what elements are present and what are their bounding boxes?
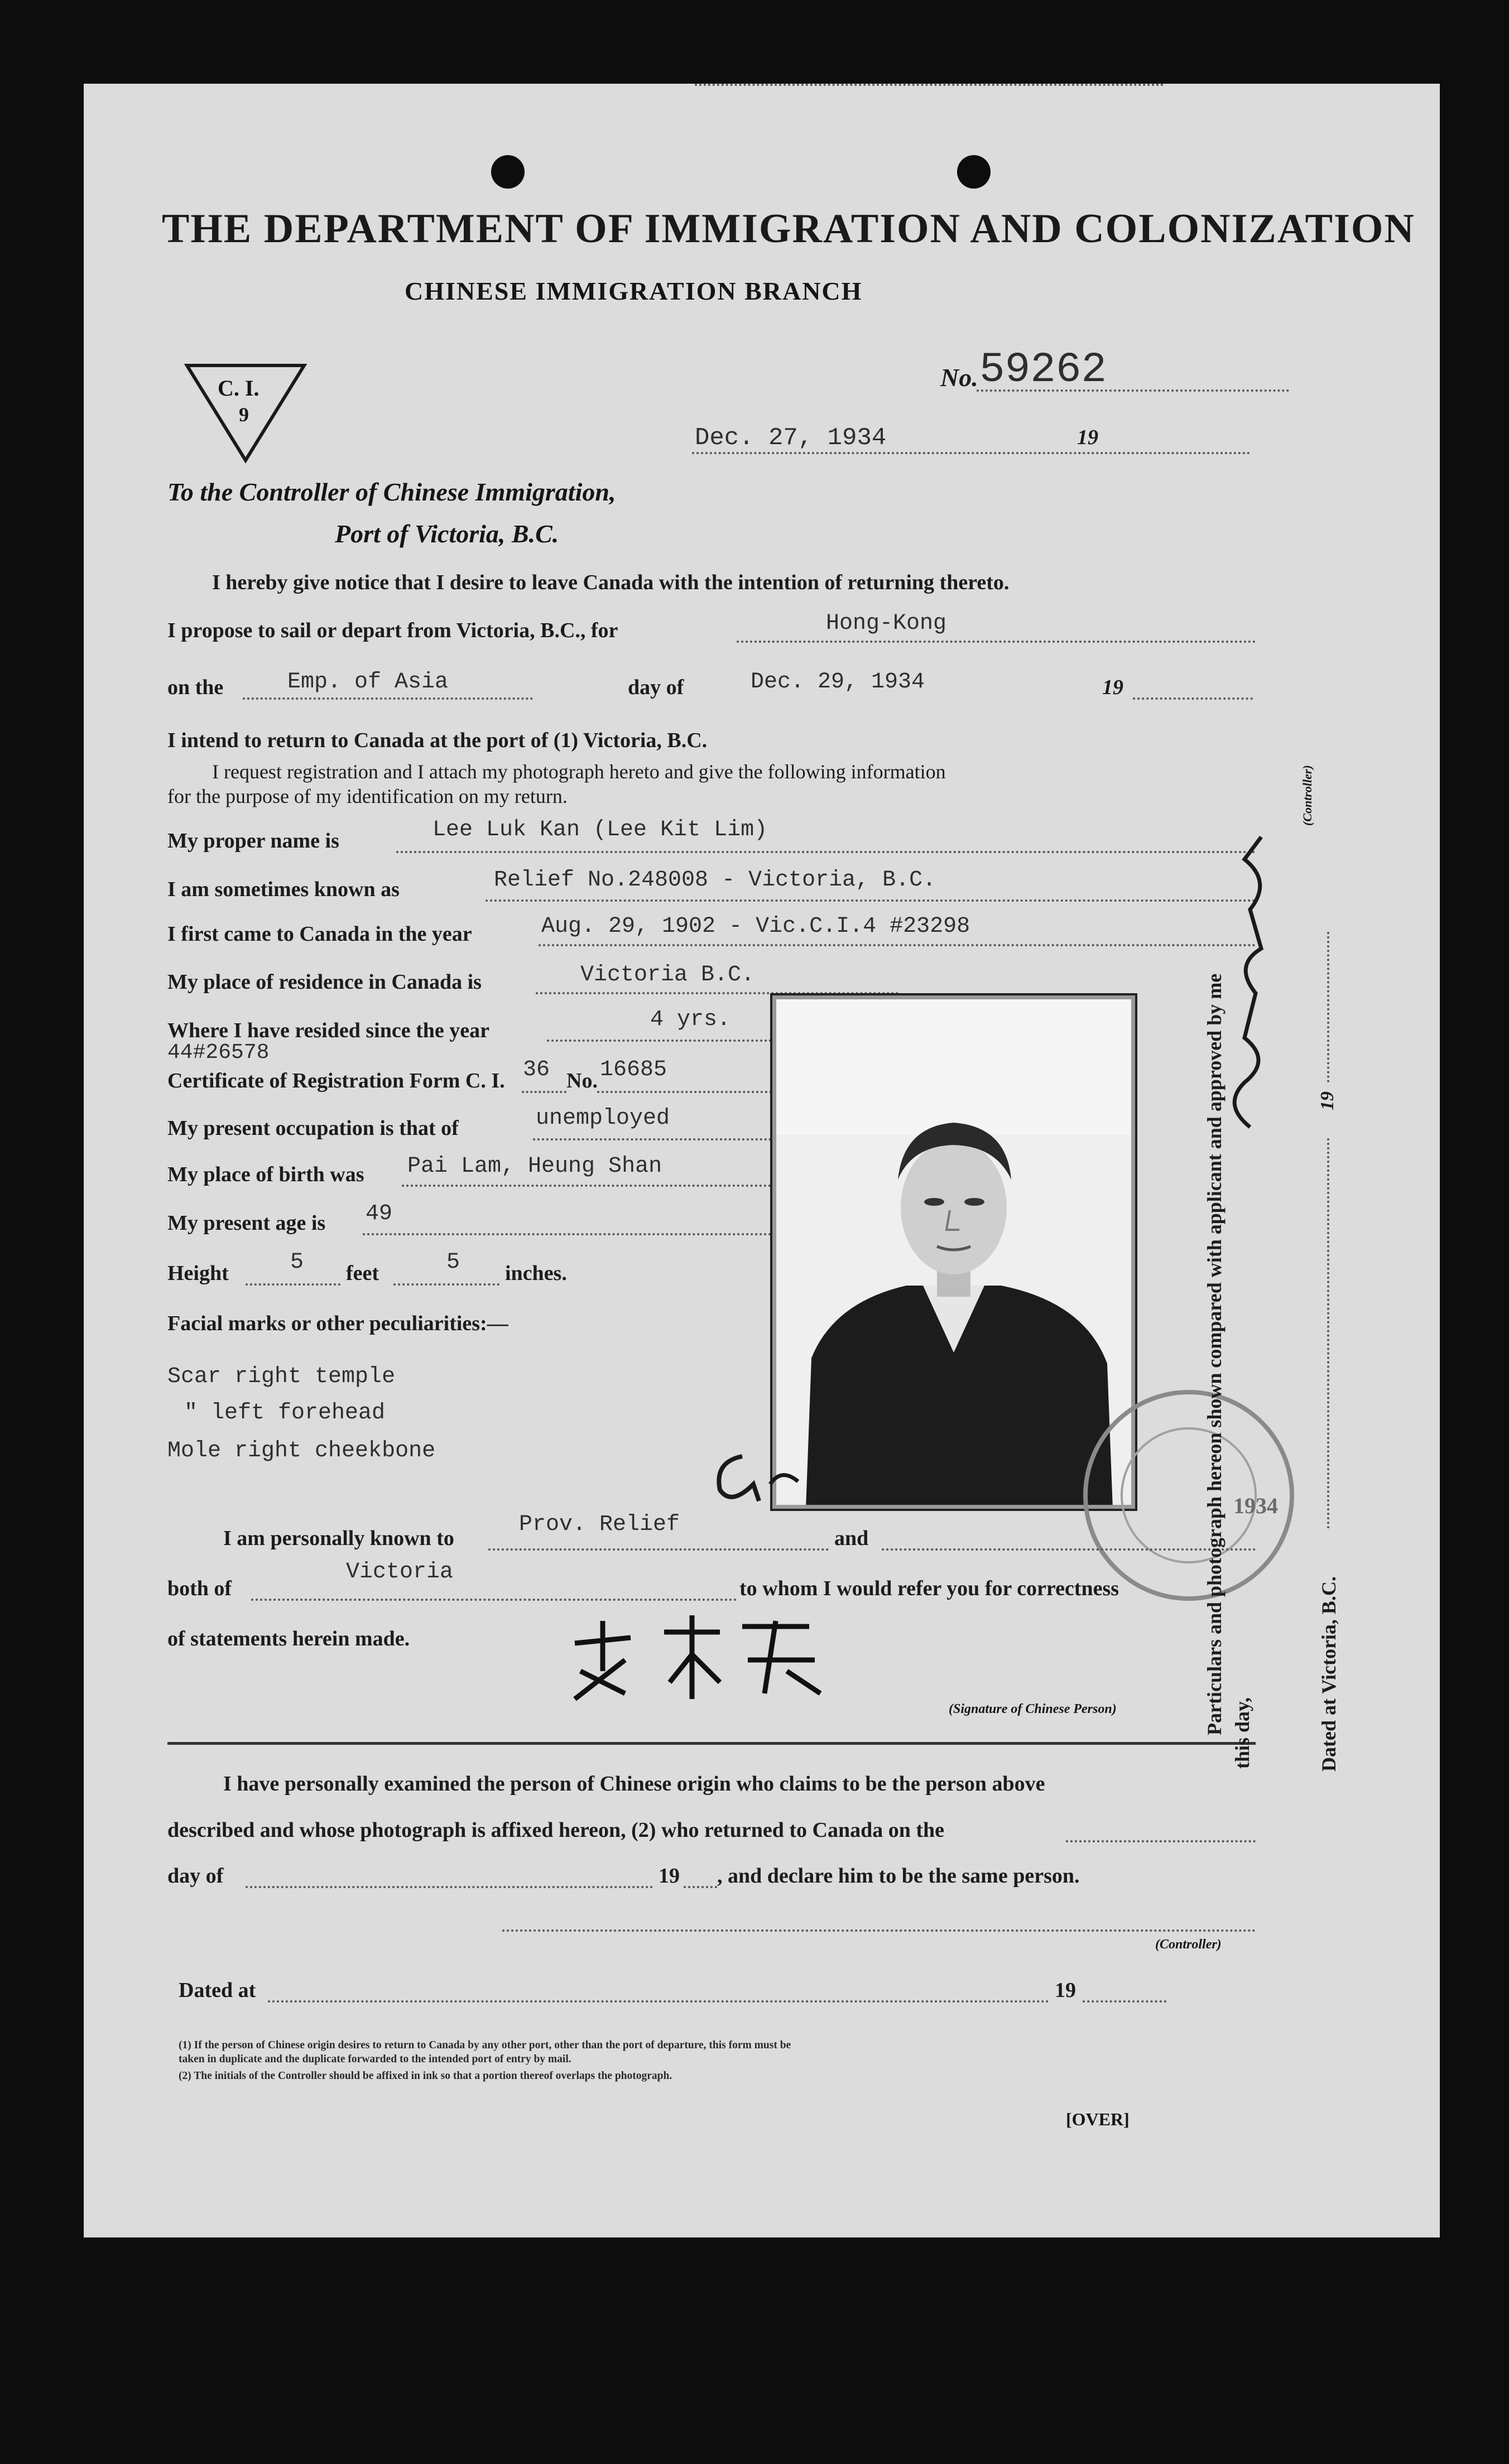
request-line-2: for the purpose of my identification on my return. <box>167 785 568 807</box>
known-as-rule <box>486 899 1256 902</box>
punch-hole-right <box>957 155 991 189</box>
statements-text: of statements herein made. <box>167 1627 410 1650</box>
controller-declare: , and declare him to be the same person. <box>717 1864 1080 1888</box>
depart-year-rule <box>1133 697 1253 700</box>
depart-year-label: 19 <box>1102 676 1123 699</box>
stamp-year: 1934 <box>1233 1493 1278 1518</box>
footnote-2: (2) The initials of the Controller should be affixed in ink so that a portion thereof overlaps the photograph. <box>179 2070 672 2082</box>
controller-day-of-label: day of <box>167 1864 224 1888</box>
both-of-rule <box>251 1599 737 1601</box>
controller-initials-icon <box>709 1440 876 1512</box>
margin-dated-at: Dated at Victoria, B.C. <box>1318 1576 1340 1772</box>
certificate-reference: 44#26578 <box>167 1041 270 1065</box>
controller-day-rule <box>246 1886 653 1888</box>
addressee-line-2: Port of Victoria, B.C. <box>335 519 559 548</box>
both-of-label: both of <box>167 1577 232 1600</box>
dated-year-label: 19 <box>1055 1979 1076 2002</box>
first-came-rule <box>539 944 1256 946</box>
date-rule <box>692 452 1250 454</box>
notice-intent: I hereby give notice that I desire to leave Canada with the intention of returning thereto. <box>212 571 1010 594</box>
resided-since-label: Where I have resided since the year <box>167 1019 489 1042</box>
first-came-value: Aug. 29, 1902 - Vic.C.I.4 #23298 <box>541 914 970 939</box>
over-label: [OVER] <box>1066 2109 1130 2129</box>
margin-dated-rule <box>1327 1138 1329 1529</box>
marks-label: Facial marks or other peculiarities:— <box>167 1312 508 1335</box>
department-title: THE DEPARTMENT OF IMMIGRATION AND COLONIZATION <box>162 206 1415 252</box>
branch-title: CHINESE IMMIGRATION BRANCH <box>405 277 863 305</box>
inches-label: inches. <box>505 1262 567 1285</box>
proper-name-value: Lee Luk Kan (Lee Kit Lim) <box>432 817 768 843</box>
form-date: Dec. 27, 1934 <box>695 424 887 452</box>
depart-date: Dec. 29, 1934 <box>751 670 925 695</box>
returned-on-rule <box>1066 1840 1256 1842</box>
sail-rule <box>737 641 1256 643</box>
known-to-label: I am personally known to <box>223 1527 454 1550</box>
feet-label: feet <box>346 1262 379 1285</box>
residence-label: My place of residence in Canada is <box>167 970 482 994</box>
mark-1: Scar right temple <box>167 1364 396 1389</box>
mark-3: Mole right cheekbone <box>167 1438 436 1464</box>
proper-name-label: My proper name is <box>167 829 339 853</box>
controller-caption: (Controller) <box>1155 1937 1222 1952</box>
height-label: Height <box>167 1262 229 1285</box>
controller-year-label: 19 <box>659 1864 680 1888</box>
certificate-no-value: 16685 <box>600 1057 667 1082</box>
margin-year-rule <box>1327 932 1329 1082</box>
footnote-1b: taken in duplicate and the duplicate forwarded to the intended port of entry by mail. <box>179 2053 571 2065</box>
margin-particulars: Particulars and photograph hereon shown compared with applicant and approved by me <box>1203 973 1226 1735</box>
height-feet-value: 5 <box>290 1250 304 1275</box>
occupation-value: unemployed <box>536 1106 670 1131</box>
dated-at-rule <box>268 2000 1049 2003</box>
known-to-value: Prov. Relief <box>519 1512 680 1537</box>
certificate-label: Certificate of Registration Form C. I. <box>167 1069 505 1093</box>
margin-controller-caption: (Controller) <box>1300 765 1314 826</box>
section-divider <box>167 1742 1256 1745</box>
form-sheet <box>84 84 1440 2237</box>
and-rule <box>882 1548 1256 1551</box>
sail-destination: Hong-Kong <box>826 611 947 636</box>
and-label: and <box>834 1527 869 1550</box>
residence-value: Victoria B.C. <box>580 963 755 988</box>
on-the-label: on the <box>167 676 224 699</box>
number-label: No. <box>940 363 978 392</box>
signature-caption: (Signature of Chinese Person) <box>949 1702 1117 1716</box>
both-of-value: Victoria <box>346 1560 454 1585</box>
addressee-line-1: To the Controller of Chinese Immigration, <box>167 478 616 506</box>
mark-2: " left forehead <box>184 1401 386 1426</box>
form-number: 59262 <box>979 346 1107 394</box>
age-value: 49 <box>366 1201 393 1226</box>
controller-line-1: I have personally examined the person of Chinese origin who claims to be the person above <box>223 1772 1045 1796</box>
age-label: My present age is <box>167 1211 326 1235</box>
ship-rule <box>243 697 533 700</box>
form-code-bottom: 9 <box>239 403 249 426</box>
day-of-label: day of <box>628 676 684 699</box>
controller-signature-rule <box>502 1929 1256 1932</box>
height-feet-rule <box>246 1283 340 1286</box>
proper-name-rule <box>396 851 1256 853</box>
request-line-1: I request registration and I attach my photograph hereto and give the following information <box>212 761 946 783</box>
depart-date-rule <box>695 84 1164 86</box>
first-came-label: I first came to Canada in the year <box>167 922 472 946</box>
date-year-label: 19 <box>1077 426 1098 449</box>
height-inches-rule <box>393 1283 499 1286</box>
certificate-no-label: No. <box>566 1069 598 1093</box>
occupation-label: My present occupation is that of <box>167 1116 459 1140</box>
punch-hole-left <box>491 155 525 189</box>
margin-year-label: 19 <box>1317 1091 1338 1110</box>
certificate-form-rule <box>522 1091 566 1093</box>
dated-year-rule <box>1083 2000 1166 2003</box>
resided-since-value: 4 yrs. <box>650 1007 731 1032</box>
margin-controller-signature-icon <box>1211 826 1289 1138</box>
form-code-top: C. I. <box>218 376 259 401</box>
known-to-rule <box>488 1548 829 1551</box>
ship-name: Emp. of Asia <box>287 670 449 695</box>
chinese-signature-icon <box>552 1610 843 1710</box>
number-rule <box>977 389 1289 392</box>
certificate-form-value: 36 <box>523 1057 550 1082</box>
known-as-value: Relief No.248008 - Victoria, B.C. <box>494 868 936 893</box>
dated-at-label: Dated at <box>179 1979 256 2002</box>
known-as-label: I am sometimes known as <box>167 878 400 901</box>
controller-year-rule <box>684 1886 717 1888</box>
return-port: I intend to return to Canada at the port of (1) Victoria, B.C. <box>167 729 708 752</box>
birthplace-label: My place of birth was <box>167 1163 364 1186</box>
height-inches-value: 5 <box>446 1250 460 1275</box>
sail-label: I propose to sail or depart from Victoria, B.C., for <box>167 619 618 642</box>
margin-this-day: this day, <box>1231 1697 1253 1769</box>
footnote-1a: (1) If the person of Chinese origin desires to return to Canada by any other port, other than the port of departure, this form must be <box>179 2039 791 2051</box>
birthplace-value: Pai Lam, Heung Shan <box>407 1154 662 1179</box>
controller-line-2: described and whose photograph is affixed hereon, (2) who returned to Canada on the <box>167 1818 945 1842</box>
refer-text: to whom I would refer you for correctness <box>739 1577 1119 1600</box>
